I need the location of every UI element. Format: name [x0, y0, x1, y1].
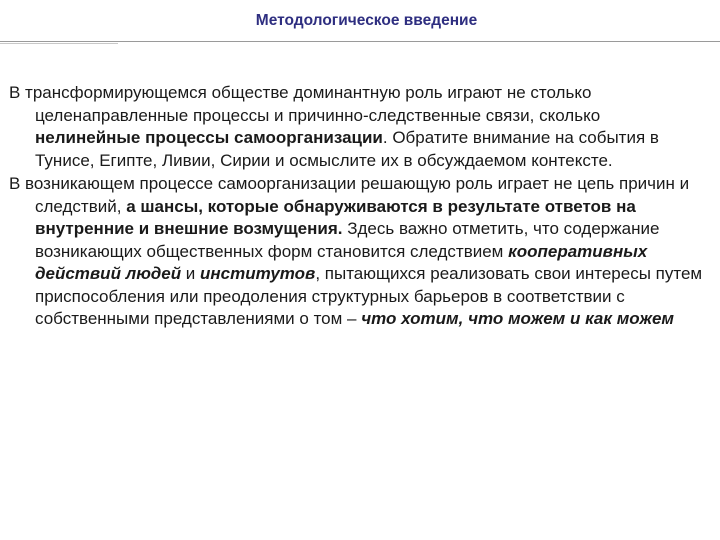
emphasis-segment: институтов	[200, 264, 316, 283]
emphasis-segment: нелинейные процессы самоорганизации	[35, 128, 383, 147]
text-segment: В трансформирующемся обществе доминантную роль играют не столько целенаправленные процессы и причинно-следственные связи, сколько	[9, 83, 601, 125]
text-segment: , пытающихся реализовать свои интересы путем приспособления или преодоления структурных барьеров в соответствии с собственными представлениями о том –	[35, 264, 703, 328]
text-segment: и	[181, 264, 201, 283]
slide-title: Методологическое введение	[255, 12, 478, 29]
emphasis-segment: что хотим, что можем и как можем	[361, 309, 674, 328]
text-segment: В возникающем процессе самоорганизации решающую роль играет не цепь причин и следствий,	[9, 174, 690, 216]
slide-body	[9, 82, 709, 331]
emphasis-segment: а шансы, которые обнаруживаются в результате ответов на внутренние и внешние возмущения.	[35, 196, 636, 238]
text-segment: . Обратите внимание на события в Тунисе, Египте, Ливии, Сирии и осмыслите их в обсуждаемом контексте.	[35, 128, 659, 170]
paragraph-1	[9, 82, 709, 172]
paragraph-2	[9, 173, 709, 331]
text-segment: Здесь важно отметить, что содержание возникающих общественных форм становится следствием	[35, 219, 660, 261]
header-divider	[0, 41, 720, 42]
emphasis-segment: кооперативных действий людей	[35, 241, 648, 283]
header-divider-accent	[0, 43, 118, 44]
